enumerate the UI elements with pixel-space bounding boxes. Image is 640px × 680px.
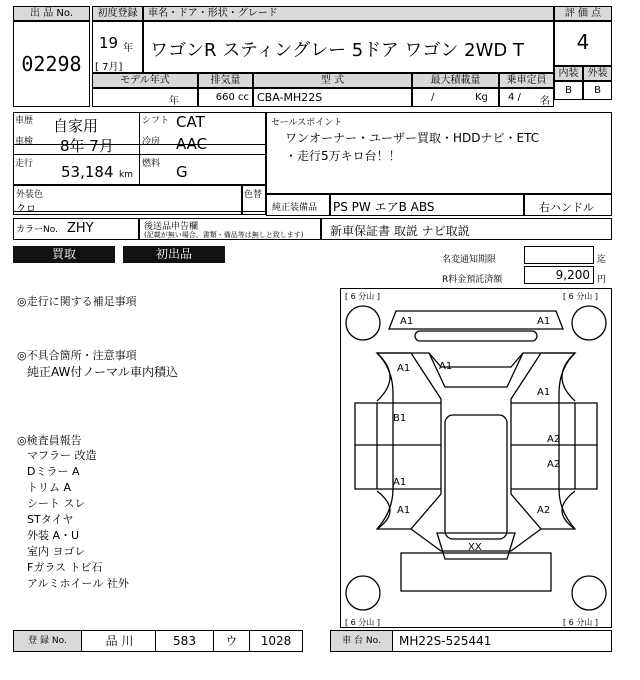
tire-label-rear-right: [ 6 分山 ] bbox=[563, 618, 598, 627]
chassis-label: 車 台 No. bbox=[331, 631, 393, 651]
tire-label-front-right: [ 6 分山 ] bbox=[563, 292, 598, 301]
mark-front-right: A1 bbox=[537, 316, 551, 327]
aftermarket-note: (記載が無い場合、書類・備品等は無しと致します) bbox=[144, 231, 304, 239]
extras: 新車保証書 取説 ナビ取説 bbox=[330, 224, 470, 238]
first-reg-box bbox=[92, 21, 143, 73]
aftermarket-cell bbox=[139, 218, 321, 240]
model-year-unit: 年 bbox=[169, 96, 179, 107]
ac: AAC bbox=[176, 135, 208, 153]
sales-point-label: セールスポイント bbox=[271, 118, 343, 128]
exterior-color-label: 外装色 bbox=[16, 190, 44, 200]
tire-front-right-icon bbox=[572, 306, 606, 340]
mark-door-front-right: A2 bbox=[547, 434, 561, 445]
fuel-cell bbox=[140, 155, 266, 185]
shift-label: シフト bbox=[142, 116, 170, 126]
score-label: 評 価 点 bbox=[554, 6, 612, 21]
inspector-line: シート スレ bbox=[27, 497, 86, 510]
reg-year: 19 bbox=[99, 34, 119, 52]
shift: CAT bbox=[176, 113, 205, 131]
driving-title: ◎走行に関する補足事項 bbox=[17, 295, 137, 308]
defects-text: 純正AW付ノーマル車内積込 bbox=[27, 365, 179, 379]
inspector-line: トリム A bbox=[27, 481, 72, 494]
color-change-cell bbox=[242, 185, 266, 215]
mark-quarter-left: A1 bbox=[393, 477, 407, 488]
inspector-list bbox=[27, 447, 227, 591]
mark-front-left: A1 bbox=[400, 316, 414, 327]
car-name-label: 車名・ドア・形状・グレード bbox=[143, 6, 554, 21]
lot-no-box bbox=[13, 21, 90, 107]
inspector-line: 室内 ヨゴレ bbox=[27, 545, 86, 558]
interior-label: 内装 bbox=[554, 66, 583, 81]
name-change-value bbox=[524, 246, 594, 264]
equipment-cell bbox=[330, 194, 524, 216]
interior-grade: B bbox=[554, 81, 583, 100]
tire-rear-left-icon bbox=[346, 576, 380, 610]
mileage-cell bbox=[13, 155, 140, 185]
exterior-grade: B bbox=[583, 81, 612, 100]
mark-door-rear-right: A2 bbox=[547, 459, 561, 470]
exterior-label: 外装 bbox=[583, 66, 612, 81]
capacity: 4 / bbox=[508, 92, 521, 103]
inspector-line: STタイヤ bbox=[27, 513, 74, 526]
aftermarket-label: 後送品申告欄 bbox=[144, 222, 199, 232]
reg-label: 登 録 No. bbox=[14, 631, 82, 651]
mark-fender-left: A1 bbox=[397, 363, 411, 374]
fuel: G bbox=[176, 163, 188, 181]
score: 4 bbox=[576, 30, 590, 54]
tire-label-front-left: [ 6 分山 ] bbox=[345, 292, 380, 301]
reg-region: 品 川 bbox=[84, 631, 156, 651]
color-no: ZHY bbox=[67, 221, 94, 236]
inspector-line: Fガラス トビ石 bbox=[27, 561, 103, 574]
mileage-unit: km bbox=[119, 170, 133, 180]
mark-rear-left: A1 bbox=[397, 505, 411, 516]
max-load-unit: Kg bbox=[475, 92, 488, 103]
mileage: 53,184 bbox=[61, 163, 114, 181]
model-year-label: モデル年式 bbox=[92, 73, 198, 88]
first-reg-label: 初度登録 bbox=[92, 6, 143, 21]
color-no-label: カラーNo. bbox=[16, 225, 58, 235]
registration-row bbox=[13, 630, 303, 652]
name-change-unit: 迄 bbox=[597, 255, 607, 265]
capacity-label: 乗車定員 bbox=[499, 73, 554, 88]
tire-rear-right-icon bbox=[572, 576, 606, 610]
inspector-line: アルミホイール 社外 bbox=[27, 577, 129, 590]
mark-rear-center: XX bbox=[468, 542, 482, 553]
capacity-unit: 名 bbox=[540, 96, 550, 107]
inspection: 8年 7月 bbox=[60, 137, 114, 155]
max-load-label: 最大積載量 bbox=[412, 73, 499, 88]
recycle-unit: 円 bbox=[597, 275, 607, 285]
sales-point-box bbox=[266, 112, 612, 194]
mark-a-pillar: A1 bbox=[439, 361, 453, 372]
equipment-label: 純正装備品 bbox=[272, 203, 318, 213]
handle: 右ハンドル bbox=[539, 201, 594, 214]
lot-no: 02298 bbox=[21, 52, 82, 76]
chassis-row bbox=[330, 630, 612, 652]
lot-no-label: 出 品 No. bbox=[13, 6, 90, 21]
defects-title: ◎不具合箇所・注意事項 bbox=[17, 349, 137, 362]
ac-label: 冷房 bbox=[142, 137, 161, 147]
reg-class: 583 bbox=[156, 631, 214, 651]
mark-rear-right: A2 bbox=[537, 505, 551, 516]
inspection-label: 車検 bbox=[15, 137, 34, 147]
exterior-color-cell bbox=[13, 185, 242, 215]
ac-cell bbox=[140, 133, 266, 155]
reg-kana: ウ bbox=[214, 631, 250, 651]
tire-label-rear-left: [ 6 分山 ] bbox=[345, 618, 380, 627]
capacity-box bbox=[499, 88, 554, 107]
recycle-value: 9,200 bbox=[524, 266, 594, 284]
car-name: ワゴンR スティングレー 5ドア ワゴン 2WD T bbox=[150, 40, 524, 61]
equipment-label-cell bbox=[266, 194, 330, 216]
chassis: MH22S-525441 bbox=[399, 634, 492, 648]
sales-line-2: ・走行5万キロ台！！ bbox=[285, 149, 401, 163]
max-load-box bbox=[412, 88, 499, 107]
recycle-label: R料金預託済額 bbox=[442, 275, 503, 285]
sales-line-1: ワンオーナー・ユーザー買取・HDDナビ・ETC bbox=[285, 131, 540, 145]
inspector-line: Dミラー A bbox=[27, 465, 80, 478]
inspector-title: ◎検査員報告 bbox=[17, 434, 82, 447]
exterior-color: クロ bbox=[16, 204, 36, 215]
tire-front-left-icon bbox=[346, 306, 380, 340]
color-change-label: 色替 bbox=[244, 190, 263, 200]
model-year-box bbox=[92, 88, 198, 107]
inspector-line: マフラー 改造 bbox=[27, 449, 97, 462]
first-listing-button[interactable]: 初出品 bbox=[123, 246, 225, 263]
reg-number: 1028 bbox=[260, 634, 292, 648]
purchase-button[interactable]: 買取 bbox=[13, 246, 115, 263]
name-change-label: 名変通知期限 bbox=[442, 255, 497, 265]
car-diagram-svg bbox=[341, 289, 611, 627]
history-label: 車歴 bbox=[15, 116, 34, 126]
year-unit: 年 bbox=[123, 43, 133, 54]
equipment: PS PW エアB ABS bbox=[333, 200, 435, 214]
car-diagram bbox=[340, 288, 612, 628]
displacement-label: 排気量 bbox=[198, 73, 253, 88]
reg-month: [ 7月] bbox=[95, 62, 123, 73]
car-name-box bbox=[143, 21, 554, 73]
mark-door-front-left: B1 bbox=[393, 413, 407, 424]
mark-fender-right: A1 bbox=[537, 387, 551, 398]
type-label: 型 式 bbox=[253, 73, 412, 88]
model-code: CBA-MH22S bbox=[253, 88, 412, 107]
history: 自家用 bbox=[53, 117, 99, 135]
displacement: 660 cc bbox=[198, 88, 253, 107]
max-load: / bbox=[431, 92, 435, 103]
inspection-cell bbox=[13, 133, 140, 155]
mileage-label: 走行 bbox=[15, 159, 34, 169]
color-no-cell bbox=[13, 218, 139, 240]
extras-cell bbox=[321, 218, 612, 240]
score-box bbox=[554, 21, 612, 66]
fuel-label: 燃料 bbox=[142, 159, 161, 169]
inspector-line: 外装 A・U bbox=[27, 529, 80, 542]
handle-cell bbox=[524, 194, 612, 216]
